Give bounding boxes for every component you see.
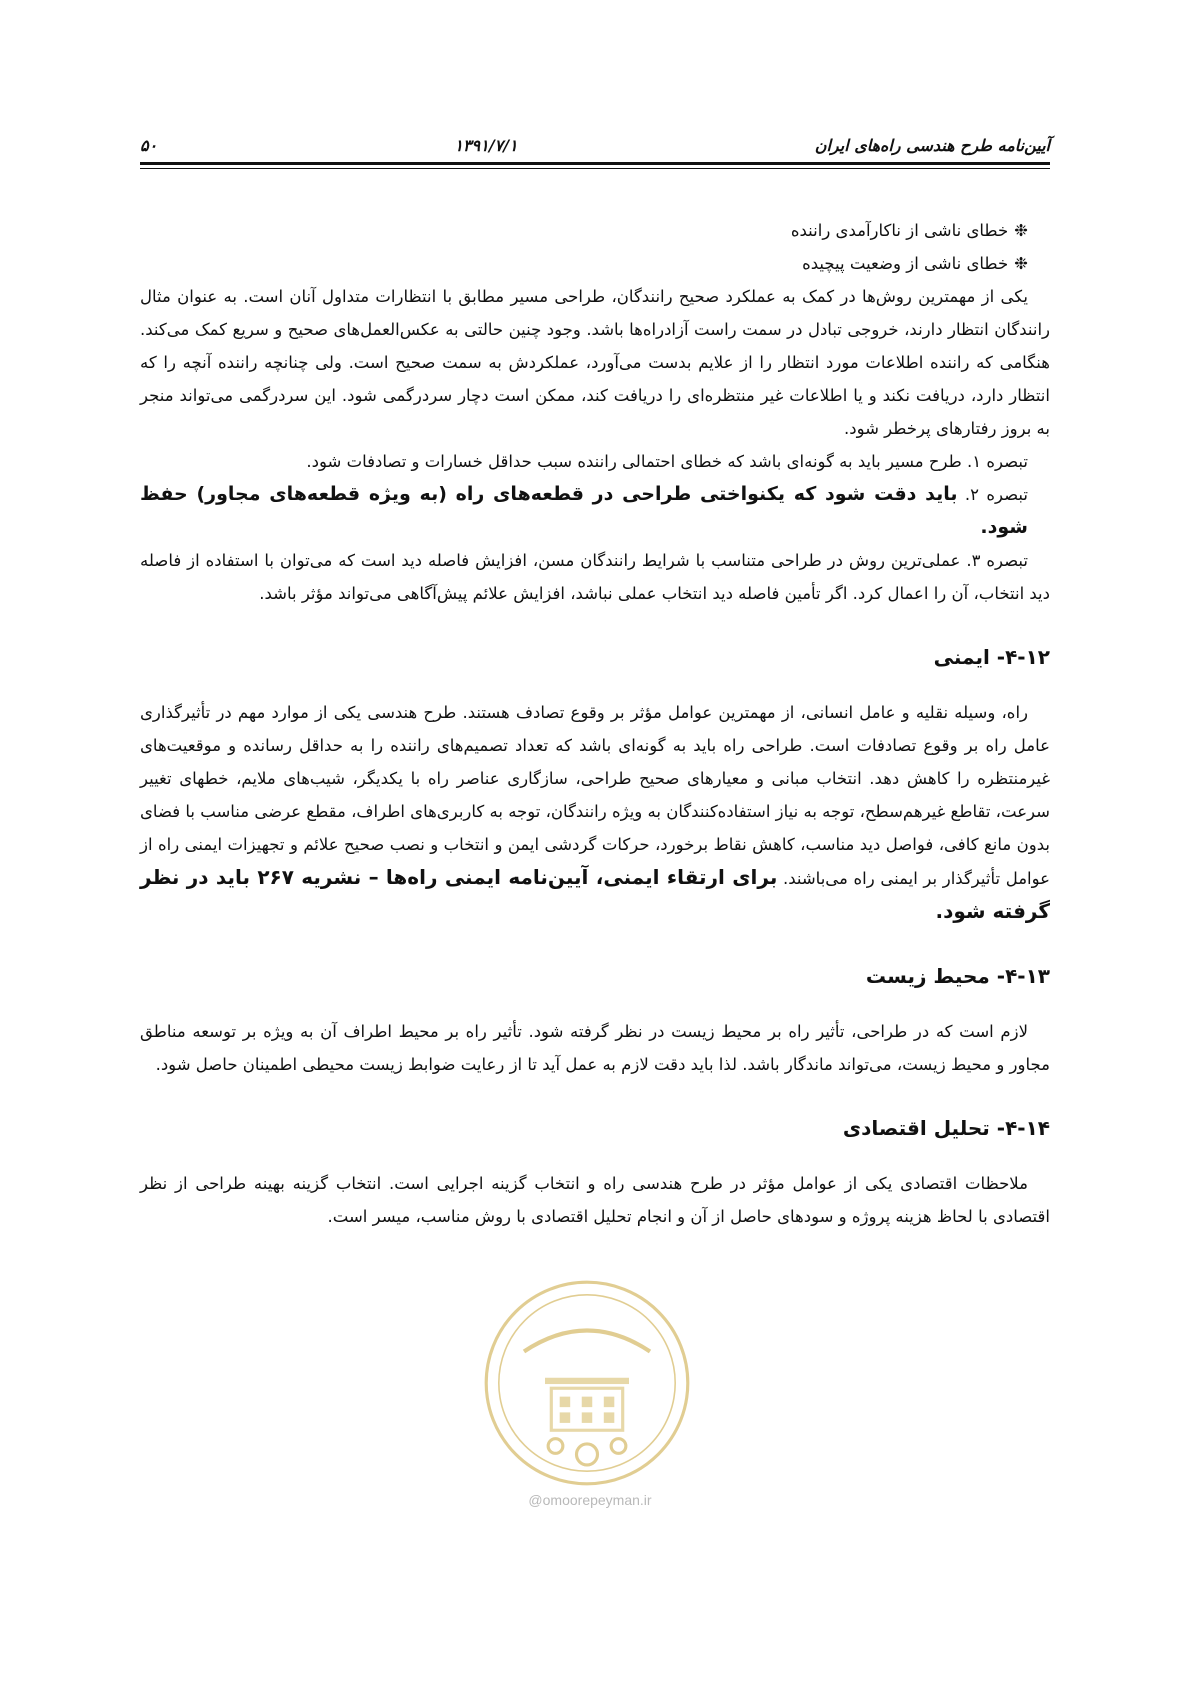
section-heading-environment: ۴-۱۳- محیط زیست <box>865 964 1050 988</box>
note-1: تبصره ۱. طرح مسیر باید به گونه‌ای باشد که خطای احتمالی راننده سبب حداقل خسارات و تصادفات شود. <box>306 452 1028 471</box>
watermark-url: @omoorepeyman.ir <box>528 1492 652 1508</box>
note-2-text: باید دقت شود که یکنواختی طراحی در قطعه‌های راه (به ویژه قطعه‌های مجاور) حفظ شود. <box>140 483 1028 538</box>
paragraph: یکی از مهمترین روش‌ها در کمک به عملکرد صحیح رانندگان، طراحی مسیر مطابق با انتظارات متداول آنان است. به عنوان مثال رانندگان انتظار دارند، خروجی تبادل در سمت راست آزادراه‌ها باشد. وجود چنین حالتی به عکس‌العمل‌های صحیح و سریع کمک می‌کند. هنگامی که راننده اطلاعات مورد انتظار را از علایم بدست می‌آورد، عملکردش به سمت صحیح است. ولی چنانچه راننده آنچه را که انتظار دارد، دریافت نکند و یا اطلاعات غیر منتظره‌ای را دریافت کند، ممکن است دچار سردرگمی شود. این سردرگمی می‌تواند منجر به بروز رفتارهای پرخطر شود. <box>140 287 1050 438</box>
bullet-star-icon: ❉ <box>1014 221 1028 240</box>
section-safety-body: راه، وسیله نقلیه و عامل انسانی، از مهمترین عوامل مؤثر بر وقوع تصادف هستند. طرح هندسی یکی از موارد مهم در تأثیرگذاری عامل راه بر وقوع تصادفات است. طراحی راه باید به گونه‌ای باشد که تعداد تصمیم‌های راننده را به حداقل رسانده و موقعیت‌های غیرمنتظره را کاهش دهد. انتخاب مبانی و معیارهای صحیح طراحی، سازگاری عناصر راه با یکدیگر، شیب‌های ملایم، خطهای تغییر سرعت، تقاطع غیرهم‌سطح، توجه به نیاز استفاده‌کنندگان به ویژه رانندگان، توجه به کاربری‌های اطراف، مقطع عرضی مناسب با فضای بدون مانع کافی، فواصل دید مناسب، کاهش نقاط برخورد، حرکات گردشی ایمن و انتخاب و نصب صحیح علائم و تجهیزات ایمنی راه از عوامل تأثیرگذار بر ایمنی راه می‌باشند. برای ارتقاء ایمنی، آیین‌نامه ایمنی راه‌ها – نشریه ۲۶۷ باید در نظر گرفته شود. <box>140 703 1051 923</box>
section-economic-body: ملاحظات اقتصادی یکی از عوامل مؤثر در طرح هندسی راه و انتخاب گزینه اجرایی است. انتخاب گزینه بهینه طراحی از نظر اقتصادی با لحاظ هزینه پروژه و سودهای حاصل از آن و انجام تحلیل اقتصادی با روش مناسب، میسر است. <box>140 1174 1050 1226</box>
header-rule <box>140 162 1050 165</box>
section-heading-safety: ۴-۱۲- ایمنی <box>933 645 1050 669</box>
section-environment-body: لازم است که در طراحی، تأثیر راه بر محیط زیست در نظر گرفته شود. تأثیر راه بر محیط اطراف آن به ویژه بر توسعه مناطق مجاور و محیط زیست، می‌تواند ماندگار باشد. لذا باید دقت لازم به عمل آید تا از رعایت ضوابط زیست محیطی اطمینان حاصل شود. <box>140 1022 1050 1074</box>
page-number: ۵۰ <box>140 135 158 155</box>
watermark-logo-icon <box>482 1278 692 1488</box>
note-2 <box>140 478 1050 544</box>
document-date: ۱۳۹۱/۷/۱ <box>454 135 518 155</box>
note-3: تبصره ۳. عملی‌ترین روش در طراحی متناسب با شرایط رانندگان مسن، افزایش فاصله دید است که می‌توان با استفاده از فاصله دید انتخاب، آن را اعمال کرد. اگر تأمین فاصله دید انتخاب عملی نباشد، افزایش علائم پیش‌آگاهی می‌تواند مؤثر باشد. <box>140 551 1050 603</box>
page-header <box>140 128 1050 162</box>
bullet-item: ❉خطای ناشی از ناکارآمدی راننده <box>790 221 1028 240</box>
bullet-star-icon: ❉ <box>1014 254 1028 273</box>
section-heading-economic: ۴-۱۴- تحلیل اقتصادی <box>842 1116 1050 1140</box>
note-2-label: تبصره ۲. <box>964 485 1029 504</box>
header-rule-thin <box>140 168 1050 169</box>
bullet-item: ❉خطای ناشی از وضعیت پیچیده <box>802 254 1028 273</box>
document-title: آیین‌نامه طرح هندسی راه‌های ایران <box>814 135 1050 155</box>
page-content <box>140 214 1050 1233</box>
safety-bold-note: برای ارتقاء ایمنی، آیین‌نامه ایمنی راه‌ها – نشریه ۲۶۷ باید در نظر گرفته شود. <box>140 865 1050 923</box>
